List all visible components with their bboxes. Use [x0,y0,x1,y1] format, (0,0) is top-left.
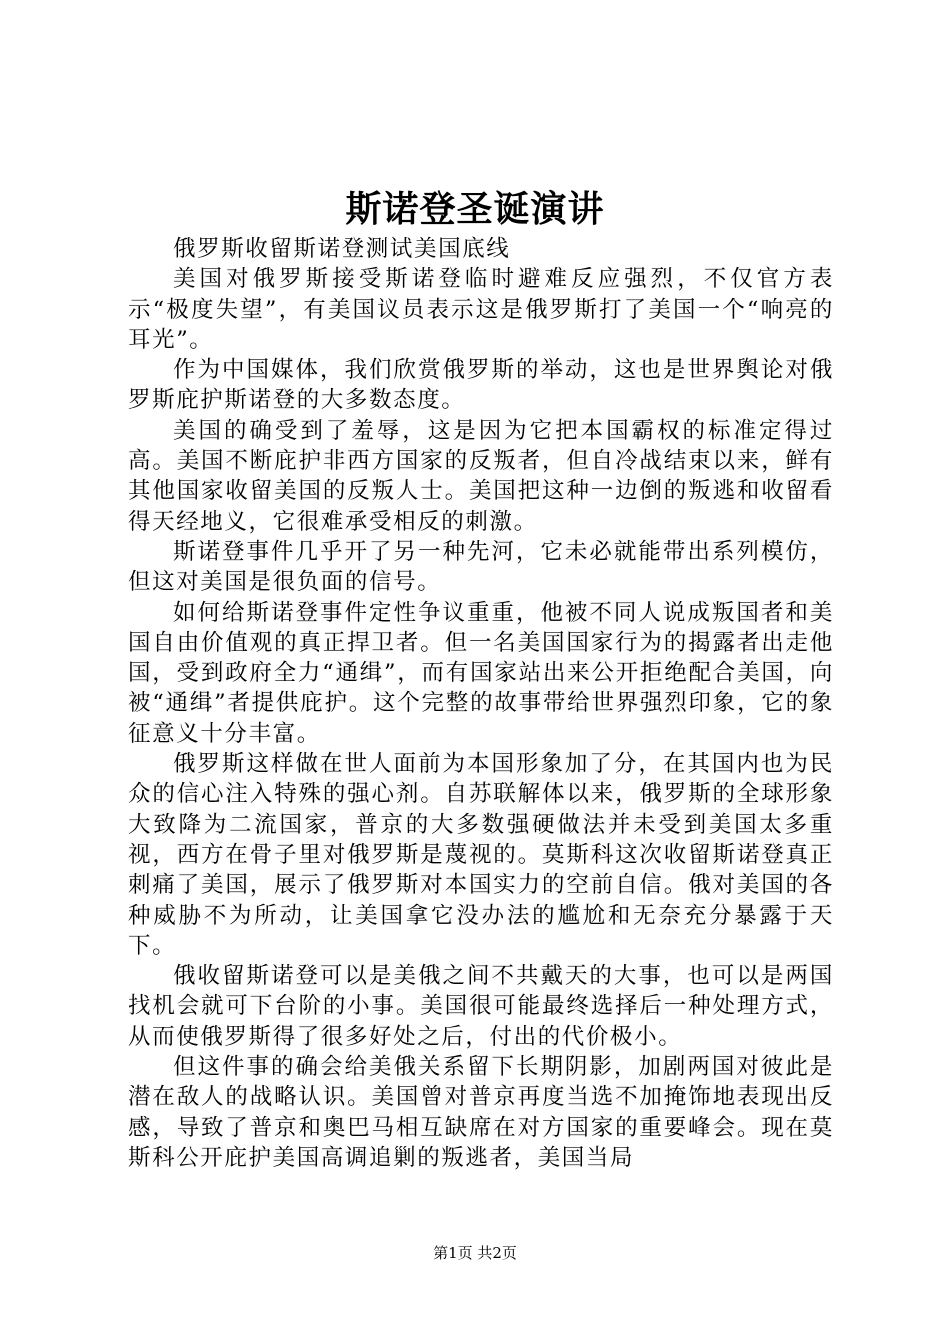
paragraph: 作为中国媒体，我们欣赏俄罗斯的举动，这也是世界舆论对俄罗斯庇护斯诺登的大多数态度。 [128,357,834,414]
paragraph: 但这件事的确会给美俄关系留下长期阴影，加剧两国对彼此是潜在敌人的战略认识。美国曾对普京再度当选不加掩饰地表现出反感，导致了普京和奥巴马相互缺席在对方国家的重要峰会。现在莫斯科公开庇护美国高调追剿的叛逃者，美国当局 [128,1054,834,1171]
document-body [128,234,834,1173]
document-title: 斯诺登圣诞演讲 [345,188,605,230]
paragraph: 俄罗斯这样做在世人面前为本国形象加了分，在其国内也为民众的信心注入特殊的强心剂。自苏联解体以来，俄罗斯的全球形象大致降为二流国家，普京的大多数强硬做法并未受到美国太多重视，西方在骨子里对俄罗斯是蔑视的。莫斯科这次收留斯诺登真正刺痛了美国，展示了俄罗斯对本国实力的空前自信。俄对美国的各种威胁不为所动，让美国拿它没办法的尴尬和无奈充分暴露于天下。 [128,751,834,959]
paragraph-subtitle: 俄罗斯收留斯诺登测试美国底线 [173,236,511,262]
paragraph: 美国的确受到了羞辱，这是因为它把本国霸权的标准定得过高。美国不断庇护非西方国家的反叛者，但自冷战结束以来，鲜有其他国家收留美国的反叛人士。美国把这种一边倒的叛逃和收留看得天经地义，它很难承受相反的刺激。 [128,417,834,535]
paragraph: 美国对俄罗斯接受斯诺登临时避难反应强烈，不仅官方表示“极度失望”，有美国议员表示这是俄罗斯打了美国一个“响亮的耳光”。 [128,266,834,353]
paragraph: 斯诺登事件几乎开了另一种先河，它未必就能带出系列模仿，但这对美国是很负面的信号。 [128,538,834,596]
page-number-footer: 第1页 共2页 [433,1244,517,1262]
paragraph: 如何给斯诺登事件定性争议重重，他被不同人说成叛国者和美国自由价值观的真正捍卫者。但一名美国国家行为的揭露者出走他国，受到政府全力“通缉”，而有国家站出来公开拒绝配合美国，向被“通缉”者提供庇护。这个完整的故事带给世界强烈印象，它的象征意义十分丰富。 [128,599,834,747]
paragraph: 俄收留斯诺登可以是美俄之间不共戴天的大事，也可以是两国找机会就可下台阶的小事。美国很可能最终选择后一种处理方式，从而使俄罗斯得了很多好处之后，付出的代价极小。 [128,963,834,1050]
